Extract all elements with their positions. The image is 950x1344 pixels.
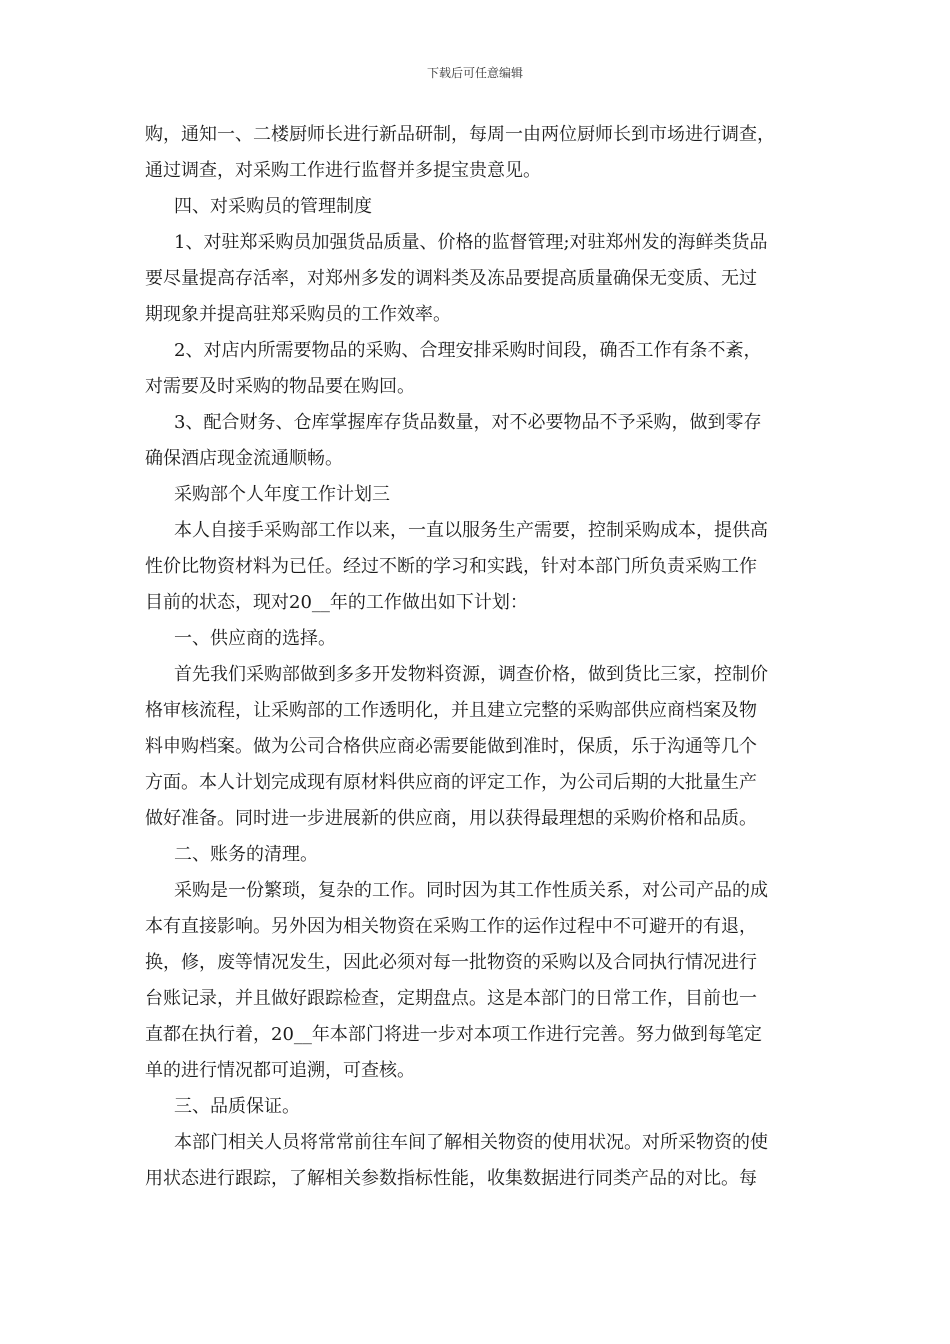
text-line: 单的进行情况都可追溯，可查核。 (145, 1060, 415, 1081)
text-line: 1、对驻郑采购员加强货品质量、价格的监督管理;对驻郑州发的海鲜类货品 (174, 232, 768, 253)
text-line: 通过调查，对采购工作进行监督并多提宝贵意见。 (145, 160, 541, 181)
text-line: 本人自接手采购部工作以来，一直以服务生产需要，控制采购成本，提供高 (174, 520, 768, 541)
text-line: 首先我们采购部做到多多开发物料资源，调查价格，做到货比三家，控制价 (174, 664, 768, 685)
text-line: 四、对采购员的管理制度 (174, 196, 372, 217)
text-line: 三、品质保证。 (174, 1096, 300, 1117)
text-line: 3、配合财务、仓库掌握库存货品数量，对不必要物品不予采购，做到零存 (174, 412, 762, 433)
text-line: 格审核流程，让采购部的工作透明化，并且建立完整的采购部供应商档案及物 (145, 700, 757, 721)
text-line: 目前的状态，现对20__年的工作做出如下计划： (145, 592, 528, 613)
text-line: 料申购档案。做为公司合格供应商必需要能做到准时，保质，乐于沟通等几个 (145, 736, 757, 757)
text-line: 二、账务的清理。 (174, 844, 318, 865)
text-line: 本部门相关人员将常常前往车间了解相关物资的使用状况。对所采物资的使 (174, 1132, 768, 1153)
text-line: 一、供应商的选择。 (174, 628, 336, 649)
text-line: 要尽量提高存活率，对郑州多发的调料类及冻品要提高质量确保无变质、无过 (145, 268, 757, 289)
text-line: 2、对店内所需要物品的采购、合理安排采购时间段，确否工作有条不紊， (174, 340, 762, 361)
text-line: 直都在执行着，20__年本部门将进一步对本项工作进行完善。努力做到每笔定 (145, 1024, 762, 1045)
text-line: 用状态进行跟踪，了解相关参数指标性能，收集数据进行同类产品的对比。每 (145, 1168, 757, 1189)
text-line: 换，修，废等情况发生，因此必须对每一批物资的采购以及合同执行情况进行 (145, 952, 757, 973)
text-line: 期现象并提高驻郑采购员的工作效率。 (145, 304, 451, 325)
text-line: 对需要及时采购的物品要在购回。 (145, 376, 415, 397)
text-line: 确保酒店现金流通顺畅。 (145, 448, 343, 469)
text-line: 采购部个人年度工作计划三 (174, 484, 390, 505)
page-header: 下载后可任意编辑 (426, 66, 523, 80)
text-line: 采购是一份繁琐，复杂的工作。同时因为其工作性质关系，对公司产品的成 (174, 880, 768, 901)
text-line: 方面。本人计划完成现有原材料供应商的评定工作，为公司后期的大批量生产 (145, 772, 757, 793)
text-line: 做好准备。同时进一步进展新的供应商，用以获得最理想的采购价格和品质。 (145, 808, 757, 829)
document-body (145, 117, 805, 1197)
text-line: 性价比物资材料为已任。经过不断的学习和实践，针对本部门所负责采购工作 (145, 556, 757, 577)
text-line: 本有直接影响。另外因为相关物资在采购工作的运作过程中不可避开的有退， (145, 916, 757, 937)
text-line: 购，通知一、二楼厨师长进行新品研制，每周一由两位厨师长到市场进行调查， (145, 124, 775, 145)
text-line: 台账记录，并且做好跟踪检查，定期盘点。这是本部门的日常工作，目前也一 (145, 988, 757, 1009)
